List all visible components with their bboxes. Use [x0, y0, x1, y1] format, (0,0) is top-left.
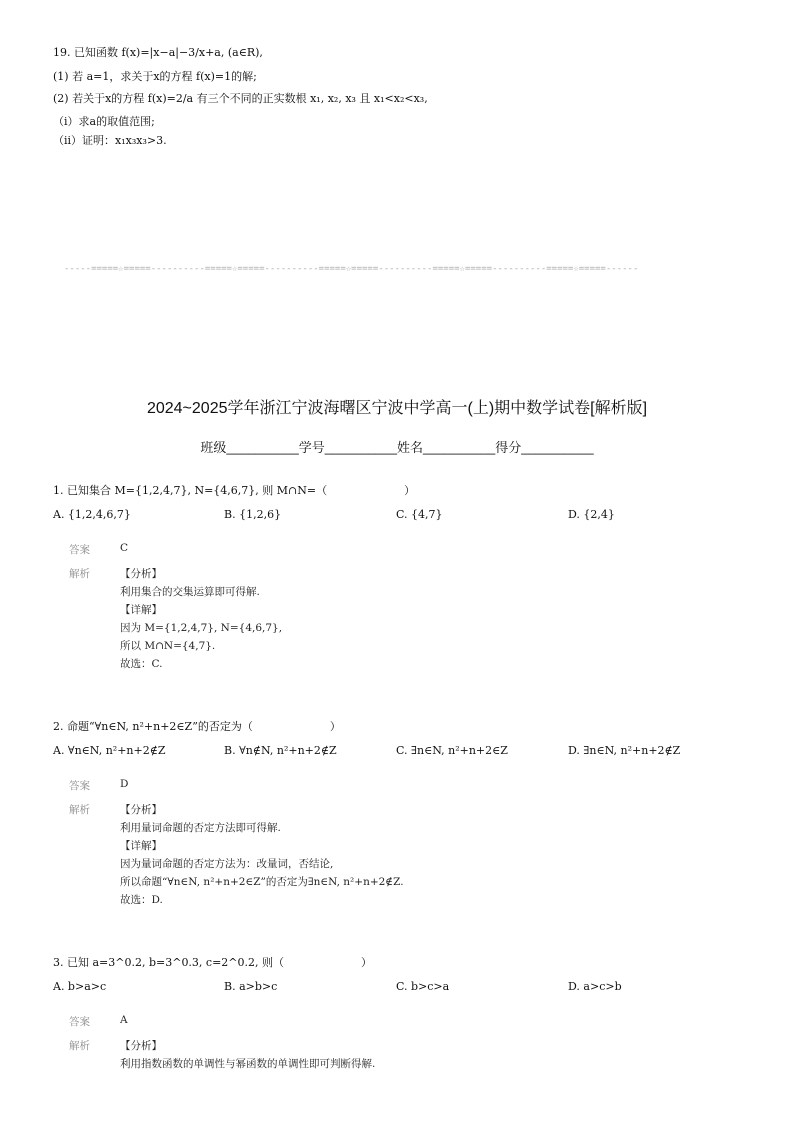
problem-19-part-2-ii: （ii）证明：x₁x₃x₃>3. — [53, 134, 167, 147]
question-1-analysis-line: 因为 M={1,2,4,7}, N={4,6,7}, — [120, 622, 283, 634]
question-3-answer: A — [120, 1014, 128, 1026]
student-info-line: 班级__________学号__________姓名__________得分__________ — [200, 440, 594, 455]
question-3-answer-label: 答案 — [69, 1016, 90, 1028]
question-2-option-b: B. ∀n∉N, n²+n+2∉Z — [224, 744, 337, 757]
question-1-analysis-line: 【分析】 — [120, 568, 162, 580]
problem-19-part-2-i: （i）求a的取值范围; — [53, 115, 155, 128]
question-2-stem: 2. 命题“∀n∈N, n²+n+2∈Z”的否定为（ ） — [53, 720, 341, 733]
question-1-option-c: C. {4,7} — [396, 508, 443, 521]
question-3-stem: 3. 已知 a=3^0.2, b=3^0.3, c=2^0.2, 则（ ） — [53, 956, 373, 969]
question-3-analysis-line: 【分析】 — [120, 1040, 162, 1052]
question-1-analysis-label: 解析 — [69, 568, 90, 580]
question-2-analysis-line: 故选：D. — [120, 894, 163, 906]
question-3-analysis-line: 利用指数函数的单调性与幂函数的单调性即可判断得解. — [120, 1058, 376, 1070]
question-3-option-b: B. a>b>c — [224, 980, 278, 993]
question-2-option-a: A. ∀n∈N, n²+n+2∉Z — [53, 744, 166, 757]
question-2-analysis-line: 因为量词命题的否定方法为：改量词，否结论, — [120, 858, 334, 870]
question-1-option-b: B. {1,2,6} — [224, 508, 282, 521]
question-2-analysis-line: 利用量词命题的否定方法即可得解. — [120, 822, 281, 834]
question-2-answer-label: 答案 — [69, 780, 90, 792]
question-3-option-a: A. b>a>c — [53, 980, 107, 993]
paper-title: 2024~2025学年浙江宁波海曙区宁波中学高一(上)期中数学试卷[解析版] — [146, 400, 648, 417]
question-1-option-a: A. {1,2,4,6,7} — [53, 508, 131, 521]
problem-19-stem: 19. 已知函数 f(x)=|x−a|−3/x+a, (a∈R), — [53, 46, 263, 59]
question-2-analysis-label: 解析 — [69, 804, 90, 816]
question-3-analysis-label: 解析 — [69, 1040, 90, 1052]
problem-19-part-1: (1) 若 a=1，求关于x的方程 f(x)=1的解; — [53, 70, 257, 83]
question-1-analysis-line: 所以 M∩N={4,7}. — [120, 640, 216, 652]
question-1-analysis-line: 【详解】 — [120, 604, 162, 616]
question-1-analysis-line: 故选：C. — [120, 658, 163, 670]
question-2-option-d: D. ∃n∈N, n²+n+2∉Z — [568, 744, 681, 757]
question-2-analysis-line: 【分析】 — [120, 804, 162, 816]
page-separator: -----=====☆=====----------=====☆=====----------=====☆=====----------=====☆=====----------=====☆=====------ — [64, 264, 639, 274]
question-1-option-d: D. {2,4} — [568, 508, 615, 521]
problem-19-part-2: (2) 若关于x的方程 f(x)=2/a 有三个不同的正实数根 x₁, x₂, x₃ 且 x₁<x₂<x₃, — [53, 92, 428, 105]
question-1-stem: 1. 已知集合 M={1,2,4,7}, N={4,6,7}, 则 M∩N=（ ） — [53, 484, 416, 497]
question-2-analysis-line: 所以命题“∀n∈N, n²+n+2∈Z”的否定为∃n∈N, n²+n+2∉Z. — [120, 876, 404, 888]
question-1-answer-label: 答案 — [69, 544, 90, 556]
question-3-option-c: C. b>c>a — [396, 980, 450, 993]
question-3-option-d: D. a>c>b — [568, 980, 622, 993]
question-1-answer: C — [120, 542, 129, 554]
question-2-analysis-line: 【详解】 — [120, 840, 162, 852]
question-2-answer: D — [120, 778, 129, 790]
question-2-option-c: C. ∃n∈N, n²+n+2∈Z — [396, 744, 508, 757]
question-1-analysis-line: 利用集合的交集运算即可得解. — [120, 586, 260, 598]
